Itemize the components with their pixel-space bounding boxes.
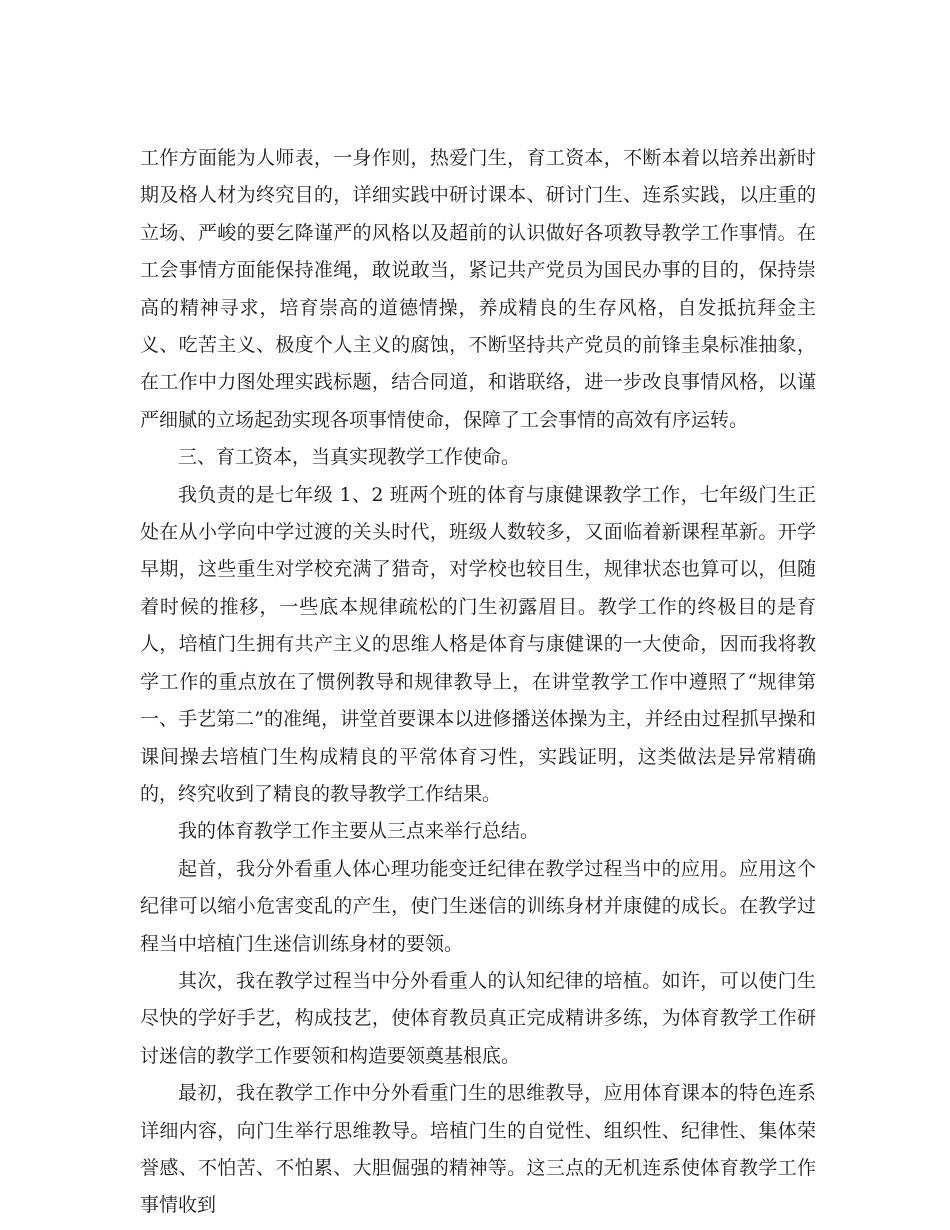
paragraph-first-point: 起首，我分外看重人体心理功能变迁纪律在教学过程当中的应用。应用这个纪律可以缩小危害变乱的产生，使门生迷信的训练身材并康健的成长。在教学过程当中培植门生迷信训练身材的要领。	[140, 857, 816, 955]
document-body	[140, 140, 816, 1225]
section-heading-teaching-mission: 三、育工资本，当真实现教学工作使命。	[178, 446, 521, 469]
paragraph-grade-seven-teaching: 我负责的是七年级 1、2 班两个班的体育与康健课教学工作，七年级门生正处在从小学向中学过渡的关头时代，班级人数较多，又面临着新课程革新。开学早期，这些重生对学校充满了猎奇，对学校也较目生，规律状态也算可以，但随着时候的推移，一些底本规律疏松的门生初露眉目。教学工作的终极目的是育人，培植门生拥有共产主义的思维人格是体育与康健课的一大使命，因而我将教学工作的重点放在了惯例教导和规律教导上，在讲堂教学工作中遵照了“规律第一、手艺第二”的准绳，讲堂首要课本以进修播送体操为主，并经由过程抓早操和课间操去培植门生构成精良的平常体育习性，实践证明，这类做法是异常精确的，终究收到了精良的教导教学工作结果。	[140, 483, 816, 805]
paragraph-summary-intro: 我的体育教学工作主要从三点来举行总结。	[178, 820, 540, 843]
paragraph-second-point: 其次，我在教学过程当中分外看重人的认知纪律的培植。如许，可以使门生尽快的学好手艺，构成技艺，使体育教员真正完成精讲多练，为体育教学工作研讨迷信的教学工作要领和构造要领奠基根底。	[140, 969, 816, 1067]
paragraph-third-point: 最初，我在教学工作中分外看重门生的思维教导，应用体育课本的特色连系详细内容，向门生举行思维教导。培植门生的自觉性、组织性、纪律性、集体荣誉感、不怕苦、不怕累、大胆倔强的精神等。这三点的无机连系使体育教学工作事情收到	[140, 1082, 816, 1217]
paragraph-work-conduct: 工作方面能为人师表，一身作则，热爱门生，育工资本，不断本着以培养出新时期及格人材为终究目的，详细实践中研讨课本、研讨门生、连系实践，以庄重的立场、严峻的要乞降谨严的风格以及超前的认识做好各项教导教学工作事情。在工会事情方面能保持准绳，敢说敢当，紧记共产党员为国民办事的目的，保持崇高的精神寻求，培育崇高的道德情操，养成精良的生存风格，自发抵抗拜金主义、吃苦主义、极度个人主义的腐蚀，不断坚持共产党员的前锋圭臬标准抽象，在工作中力图处理实践标题，结合同道，和谐联络，进一步改良事情风格，以谨严细腻的立场起劲实现各项事情使命，保障了工会事情的高效有序运转。	[140, 147, 816, 431]
